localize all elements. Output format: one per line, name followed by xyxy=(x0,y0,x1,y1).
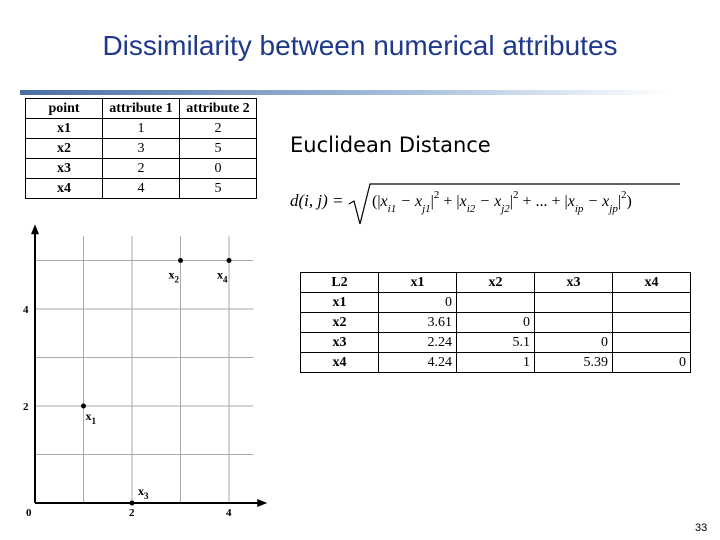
table-cell xyxy=(613,333,691,353)
table-cell xyxy=(457,293,535,313)
column-header: x1 xyxy=(379,273,457,293)
data-point-label: $x_2$ xyxy=(168,267,179,285)
y-tick-label: 2 xyxy=(23,401,29,413)
table-cell: 1 xyxy=(103,119,180,139)
column-header: point xyxy=(26,99,103,119)
table-cell: 5.39 xyxy=(535,353,613,373)
table-cell: 5.1 xyxy=(457,333,535,353)
table-row xyxy=(26,119,257,139)
table-cell: x3 xyxy=(301,333,379,353)
column-header: x4 xyxy=(613,273,691,293)
table-row xyxy=(26,159,257,179)
table-row xyxy=(26,139,257,159)
section-heading: Euclidean Distance xyxy=(290,133,491,157)
table-cell: 2 xyxy=(103,159,180,179)
column-header: L2 xyxy=(301,273,379,293)
x-tick-label: 2 xyxy=(129,507,135,519)
data-point xyxy=(130,501,135,506)
table-cell: x2 xyxy=(26,139,103,159)
table-cell: 0 xyxy=(613,353,691,373)
formula-lhs: d(i, j) = xyxy=(290,191,344,210)
table-cell: 0 xyxy=(535,333,613,353)
table-cell: 0 xyxy=(180,159,257,179)
table-row xyxy=(301,293,691,313)
table-cell: x4 xyxy=(301,353,379,373)
slide-title: Dissimilarity between numerical attributes xyxy=(102,30,618,61)
data-point xyxy=(81,404,86,409)
euclidean-formula xyxy=(285,180,685,232)
scatter-plot xyxy=(0,220,270,530)
table-cell: 2.24 xyxy=(379,333,457,353)
table-header-row xyxy=(26,99,257,119)
table-cell: 5 xyxy=(180,179,257,199)
table-cell: x3 xyxy=(26,159,103,179)
table-cell: x2 xyxy=(301,313,379,333)
column-header: x3 xyxy=(535,273,613,293)
y-tick-label: 4 xyxy=(23,304,29,316)
table-row xyxy=(26,179,257,199)
column-header: x2 xyxy=(457,273,535,293)
plot-points xyxy=(81,258,232,506)
data-point xyxy=(178,258,183,263)
y-axis-arrow xyxy=(31,224,39,234)
data-point-label: $x_4$ xyxy=(217,267,228,285)
table-cell: 3.61 xyxy=(379,313,457,333)
table-cell xyxy=(535,293,613,313)
attributes-table xyxy=(25,98,257,199)
table-row xyxy=(301,313,691,333)
data-point xyxy=(227,258,232,263)
data-point-label: $x_1$ xyxy=(85,409,96,426)
table-cell: 2 xyxy=(180,119,257,139)
table-row xyxy=(301,333,691,353)
table-cell xyxy=(613,293,691,313)
page-number: 33 xyxy=(695,522,708,534)
table-cell xyxy=(535,313,613,333)
plot-tick-labels xyxy=(23,304,232,519)
column-header: attribute 2 xyxy=(180,99,257,119)
table-cell: 0 xyxy=(457,313,535,333)
data-point-label: $x_3$ xyxy=(138,484,149,501)
plot-axes xyxy=(31,224,267,507)
table-row xyxy=(301,353,691,373)
x-axis-arrow xyxy=(257,499,267,507)
distance-matrix-table xyxy=(300,272,691,373)
table-cell: 0 xyxy=(379,293,457,313)
title-divider xyxy=(20,90,670,95)
table-cell: 5 xyxy=(180,139,257,159)
column-header: attribute 1 xyxy=(103,99,180,119)
table-cell: x1 xyxy=(301,293,379,313)
table-cell xyxy=(613,313,691,333)
table-header-row xyxy=(301,273,691,293)
table-cell: 4 xyxy=(103,179,180,199)
table-cell: x4 xyxy=(26,179,103,199)
table-cell: 1 xyxy=(457,353,535,373)
table-cell: x1 xyxy=(26,119,103,139)
x-tick-label: 4 xyxy=(226,507,232,519)
table-cell: 4.24 xyxy=(379,353,457,373)
x-tick-label: 0 xyxy=(26,507,32,519)
table-cell: 3 xyxy=(103,139,180,159)
formula-expression: ($|x_{i1} - x_{j1}|^2 + |x_{i2} - x_{j2}|^2$ + ... + $|x_{ip} - x_{jp}|^2$) xyxy=(372,189,632,215)
